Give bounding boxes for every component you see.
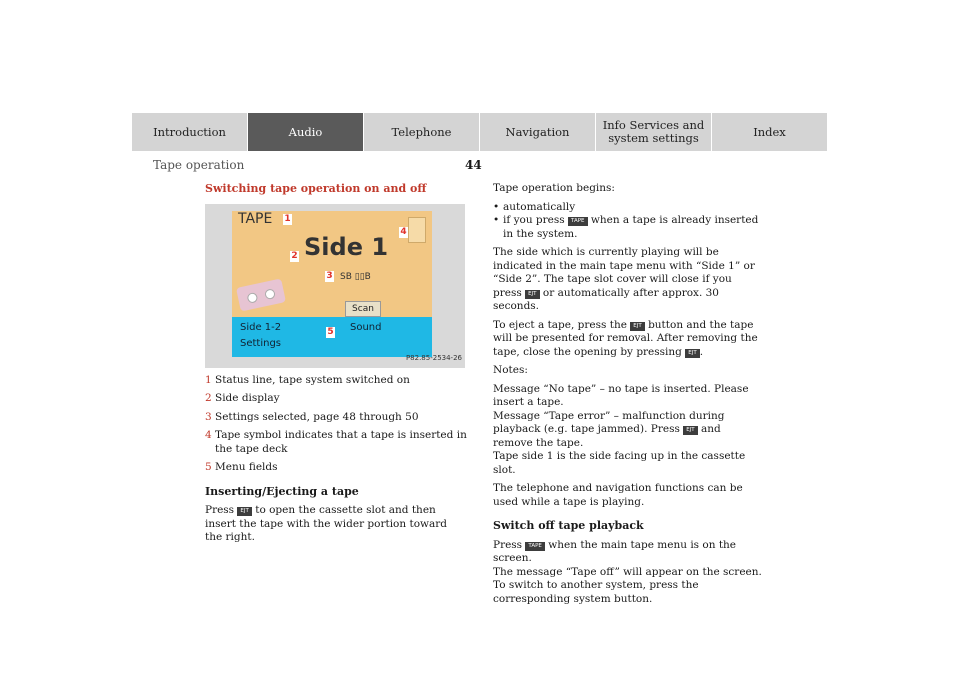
ejt-key-icon: EJT — [525, 290, 539, 299]
tape-key-icon: TAPE — [525, 542, 545, 551]
note: Message “Tape error” – malfunction during playback (e.g. tape jammed). Press EJT and remove the tape. — [493, 409, 725, 449]
tape-screen-illustration — [205, 204, 465, 368]
tab-telephone[interactable]: Telephone — [364, 113, 480, 151]
ejt-key-icon: EJT — [237, 507, 251, 516]
paragraph: To eject a tape, press the EJT button and the tape will be presented for removal. After removing the tape, close the opening by pressing EJT . — [493, 318, 758, 358]
tab-audio[interactable]: Audio — [248, 113, 364, 151]
legend-number: 5 — [205, 461, 212, 473]
marker-4: 4 — [400, 226, 407, 237]
legend-text: Tape symbol indicates that a tape is inserted in the tape deck — [215, 429, 467, 455]
bullet-list — [493, 201, 763, 242]
display-sb: SB ▯▯B — [340, 271, 371, 282]
marker-1: 1 — [284, 213, 291, 224]
marker-5: 5 — [327, 326, 334, 337]
tab-info-services[interactable]: Info Services and system settings — [596, 113, 712, 151]
left-column — [205, 182, 467, 550]
paragraph: The message “Tape off” will appear on the screen. — [493, 565, 762, 578]
legend-text: Menu fields — [215, 461, 278, 473]
notes-label: Notes: — [493, 364, 528, 376]
paragraph: Press TAPE when the main tape menu is on the screen. — [493, 538, 737, 564]
marker-3: 3 — [326, 270, 333, 281]
note: Message “No tape” – no tape is inserted. Please insert a tape. — [493, 382, 749, 408]
paragraph: Tape operation begins: — [493, 182, 615, 194]
legend-number: 3 — [205, 410, 212, 423]
display-tape-label: TAPE — [238, 210, 273, 227]
legend-item — [205, 461, 467, 475]
tab-index[interactable]: Index — [712, 113, 827, 151]
right-column — [493, 182, 763, 611]
display-scan-button: Scan — [345, 301, 381, 317]
legend-item — [205, 429, 467, 456]
legend-item — [205, 392, 467, 406]
legend-text: Status line, tape system switched on — [215, 373, 410, 386]
inserting-paragraph: Press EJT to open the cassette slot and then insert the tape with the wider portion toward the right. — [205, 504, 448, 543]
tape-key-icon: TAPE — [568, 217, 588, 226]
legend-number: 2 — [205, 392, 212, 404]
figure-caption: P82.85-2534-26 — [405, 354, 462, 362]
ejt-key-icon: EJT — [685, 349, 699, 358]
display-panel — [232, 211, 432, 357]
legend-number: 1 — [205, 373, 212, 386]
marker-2: 2 — [291, 250, 298, 261]
bullet-item: • automatically — [493, 200, 576, 213]
section-title: Tape operation — [153, 158, 245, 172]
paragraph: The telephone and navigation functions can be used while a tape is playing. — [493, 482, 743, 508]
note: Tape side 1 is the side facing up in the cassette slot. — [493, 450, 746, 476]
display-menu-sound: Sound — [350, 321, 382, 333]
ejt-key-icon: EJT — [630, 322, 644, 331]
tape-inserted-icon — [408, 217, 426, 243]
display-side: Side 1 — [304, 232, 389, 261]
display-menu-side: Side 1-2 — [240, 321, 282, 333]
legend-number: 4 — [205, 429, 212, 441]
display-menu-settings: Settings — [240, 337, 282, 349]
legend-text: Side display — [215, 392, 280, 404]
cassette-hole — [264, 288, 276, 300]
page-number: 44 — [465, 158, 482, 172]
ejt-key-icon: EJT — [683, 426, 697, 435]
figure-legend — [205, 374, 467, 475]
inserting-heading: Inserting/Ejecting a tape — [205, 484, 359, 498]
tab-navigation[interactable]: Navigation — [480, 113, 596, 151]
cassette-hole — [246, 291, 258, 303]
legend-text: Settings selected, page 48 through 50 — [215, 410, 419, 423]
legend-item — [205, 374, 467, 388]
bullet-item: • if you press TAPE when a tape is already inserted in the system. — [493, 214, 759, 240]
paragraph: To switch to another system, press the corresponding system button. — [493, 579, 699, 605]
tab-introduction[interactable]: Introduction — [132, 113, 248, 151]
legend-item — [205, 411, 467, 425]
section-heading: Switching tape operation on and off — [205, 182, 427, 195]
switch-off-heading: Switch off tape playback — [493, 519, 644, 532]
top-navigation-tabs — [132, 113, 827, 151]
paragraph: The side which is currently playing will be indicated in the main tape menu with “Side 1” or “Side 2”. The tape slot cover will close if you press EJT or automatically after approx. 30 seconds. — [493, 246, 755, 312]
